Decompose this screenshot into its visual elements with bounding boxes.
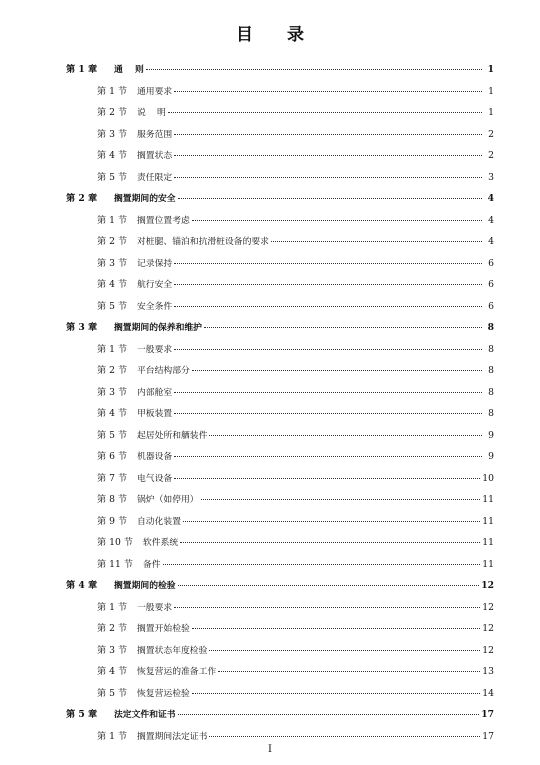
entry-number: 第 2 节 (97, 623, 128, 634)
toc-section-entry[interactable] (97, 473, 494, 485)
toc-section-entry[interactable] (97, 129, 494, 141)
entry-page-number: 6 (488, 279, 494, 290)
entry-page-number: 2 (488, 128, 494, 140)
entry-title: 搁置期间法定证书 (137, 731, 208, 742)
toc-section-entry[interactable] (97, 408, 494, 420)
toc-chapter-entry[interactable] (66, 193, 494, 205)
entry-page-number: 1 (488, 107, 494, 118)
toc-section-entry[interactable] (97, 344, 494, 356)
entry-page-number: 11 (482, 537, 494, 548)
dot-leader (183, 521, 480, 522)
entry-number: 第 3 章 (66, 322, 98, 333)
entry-title: 航行安全 (137, 280, 173, 290)
entry-title: 通 则 (114, 65, 144, 75)
toc-section-entry[interactable] (97, 494, 494, 506)
entry-number: 第 1 节 (97, 85, 128, 97)
entry-page-number: 11 (482, 558, 494, 570)
entry-title: 责任限定 (137, 172, 173, 183)
toc-section-entry[interactable] (97, 236, 494, 248)
dot-leader (174, 392, 482, 393)
entry-number: 第 3 节 (97, 386, 128, 398)
entry-page-number: 9 (488, 451, 494, 462)
entry-number: 第 5 节 (97, 300, 128, 312)
entry-page-number: 17 (482, 730, 494, 742)
entry-title: 搁置状态年度检验 (137, 645, 208, 656)
entry-number: 第 1 节 (97, 730, 128, 742)
entry-title: 恢复营运的准备工作 (137, 667, 217, 677)
entry-title: 软件系统 (143, 538, 179, 548)
entry-number: 第 4 节 (97, 666, 128, 677)
entry-number: 第 4 节 (97, 279, 128, 290)
toc-section-entry[interactable] (97, 602, 494, 614)
entry-title: 搁置期间的安全 (114, 194, 176, 204)
entry-title: 一般要求 (137, 602, 173, 613)
dot-leader (174, 478, 480, 479)
entry-number: 第 4 节 (97, 408, 128, 419)
entry-number: 第 8 节 (97, 494, 128, 505)
entry-page-number: 11 (482, 494, 494, 505)
dot-leader (204, 327, 482, 328)
entry-number: 第 11 节 (97, 558, 133, 570)
toc-section-entry[interactable] (97, 666, 494, 678)
toc-section-entry[interactable] (97, 279, 494, 291)
entry-page-number: 6 (488, 257, 494, 269)
page-title: 目 录 (236, 25, 318, 45)
entry-number: 第 1 节 (97, 343, 128, 355)
entry-number: 第 1 章 (66, 64, 98, 75)
toc-section-entry[interactable] (97, 731, 494, 743)
entry-page-number: 10 (482, 472, 494, 484)
entry-number: 第 3 节 (97, 257, 128, 269)
dot-leader (146, 69, 482, 70)
entry-title: 安全条件 (137, 301, 173, 312)
entry-title: 搁置开始检验 (137, 624, 190, 634)
toc-section-entry[interactable] (97, 387, 494, 399)
entry-page-number: 11 (482, 515, 494, 527)
page-number-footer: I (268, 744, 272, 755)
entry-page-number: 9 (488, 429, 494, 441)
entry-number: 第 1 节 (97, 214, 128, 226)
entry-number: 第 5 章 (66, 709, 98, 720)
entry-number: 第 9 节 (97, 515, 128, 527)
dot-leader (174, 413, 482, 414)
entry-number: 第 2 节 (97, 365, 128, 376)
dot-leader (174, 155, 482, 156)
entry-number: 第 2 节 (97, 236, 128, 247)
entry-number: 第 2 章 (66, 193, 98, 204)
entry-title: 平台结构部分 (137, 366, 190, 376)
entry-page-number: 4 (487, 193, 494, 204)
dot-leader (209, 736, 480, 737)
toc-section-entry[interactable] (97, 623, 494, 635)
toc-chapter-entry[interactable] (66, 64, 494, 76)
toc-chapter-entry[interactable] (66, 322, 494, 334)
toc-section-entry[interactable] (97, 150, 494, 162)
entry-page-number: 8 (488, 365, 494, 376)
dot-leader (192, 693, 481, 694)
entry-number: 第 5 节 (97, 687, 128, 699)
entry-title: 对桩腿、锚泊和抗滑桩设备的要求 (137, 237, 269, 247)
entry-title: 备件 (143, 559, 161, 570)
entry-page-number: 6 (488, 300, 494, 312)
entry-page-number: 8 (488, 408, 494, 419)
dot-leader (174, 177, 482, 178)
dot-leader (271, 241, 482, 242)
entry-page-number: 3 (488, 171, 494, 183)
entry-title: 自动化装置 (137, 516, 181, 527)
dot-leader (192, 628, 481, 629)
toc-section-entry[interactable] (97, 172, 494, 184)
toc-section-entry[interactable] (97, 301, 494, 313)
entry-number: 第 4 节 (97, 150, 128, 161)
entry-page-number: 12 (482, 644, 494, 656)
dot-leader (163, 564, 481, 565)
toc-section-entry[interactable] (97, 451, 494, 463)
entry-title: 锅炉（如停用） (137, 495, 199, 505)
entry-title: 记录保持 (137, 258, 173, 269)
entry-title: 电气设备 (137, 473, 173, 484)
entry-page-number: 12 (481, 580, 494, 591)
entry-number: 第 10 节 (97, 537, 133, 548)
dot-leader (174, 456, 482, 457)
dot-leader (209, 435, 482, 436)
dot-leader (174, 134, 482, 135)
dot-leader (174, 349, 482, 350)
entry-title: 内部舱室 (137, 387, 173, 398)
entry-number: 第 6 节 (97, 451, 128, 462)
entry-number: 第 5 节 (97, 429, 128, 441)
entry-title: 搁置期间的检验 (114, 581, 176, 591)
entry-number: 第 1 节 (97, 601, 128, 613)
toc-chapter-entry[interactable] (66, 580, 494, 592)
entry-title: 一般要求 (137, 344, 173, 355)
toc-section-entry[interactable] (97, 537, 494, 549)
toc-section-entry[interactable] (97, 215, 494, 227)
toc-section-entry[interactable] (97, 516, 494, 528)
dot-leader (192, 370, 482, 371)
dot-leader (174, 607, 480, 608)
entry-page-number: 8 (488, 343, 494, 355)
entry-page-number: 4 (488, 214, 494, 226)
entry-title: 恢复营运检验 (137, 688, 190, 699)
entry-page-number: 13 (482, 666, 494, 677)
entry-title: 甲板装置 (137, 409, 173, 419)
toc-section-entry[interactable] (97, 258, 494, 270)
entry-number: 第 2 节 (97, 107, 128, 118)
toc-section-entry[interactable] (97, 86, 494, 98)
dot-leader (178, 714, 480, 715)
toc-chapter-entry[interactable] (66, 709, 494, 721)
dot-leader (168, 112, 482, 113)
entry-title: 搁置期间的保养和维护 (114, 323, 202, 333)
entry-title: 搁置位置考虑 (137, 215, 190, 226)
entry-page-number: 12 (482, 601, 494, 613)
entry-number: 第 7 节 (97, 472, 128, 484)
entry-page-number: 8 (488, 386, 494, 398)
toc-section-entry[interactable] (97, 559, 494, 571)
entry-title: 通用要求 (137, 86, 173, 97)
entry-page-number: 17 (481, 709, 494, 720)
dot-leader (209, 650, 480, 651)
entry-page-number: 1 (487, 64, 494, 75)
entry-page-number: 1 (488, 85, 494, 97)
entry-title: 起居处所和舾装件 (137, 430, 208, 441)
entry-title: 服务范围 (137, 129, 173, 140)
entry-page-number: 14 (482, 687, 494, 699)
dot-leader (174, 306, 482, 307)
toc-section-entry[interactable] (97, 430, 494, 442)
dot-leader (174, 263, 482, 264)
entry-page-number: 8 (487, 322, 494, 333)
dot-leader (192, 220, 482, 221)
toc-section-entry[interactable] (97, 688, 494, 700)
dot-leader (174, 91, 482, 92)
toc-section-entry[interactable] (97, 365, 494, 377)
entry-page-number: 12 (482, 623, 494, 634)
entry-number: 第 4 章 (66, 580, 98, 591)
dot-leader (178, 585, 480, 586)
entry-page-number: 4 (488, 236, 494, 247)
entry-title: 说 明 (137, 108, 166, 118)
entry-number: 第 3 节 (97, 644, 128, 656)
entry-page-number: 2 (488, 150, 494, 161)
dot-leader (218, 671, 480, 672)
dot-leader (174, 284, 482, 285)
entry-number: 第 3 节 (97, 128, 128, 140)
toc-section-entry[interactable] (97, 107, 494, 119)
entry-title: 搁置状态 (137, 151, 173, 161)
entry-number: 第 5 节 (97, 171, 128, 183)
toc-section-entry[interactable] (97, 645, 494, 657)
dot-leader (201, 499, 481, 500)
entry-title: 法定文件和证书 (114, 710, 176, 720)
entry-title: 机器设备 (137, 452, 173, 462)
dot-leader (180, 542, 480, 543)
dot-leader (178, 198, 482, 199)
